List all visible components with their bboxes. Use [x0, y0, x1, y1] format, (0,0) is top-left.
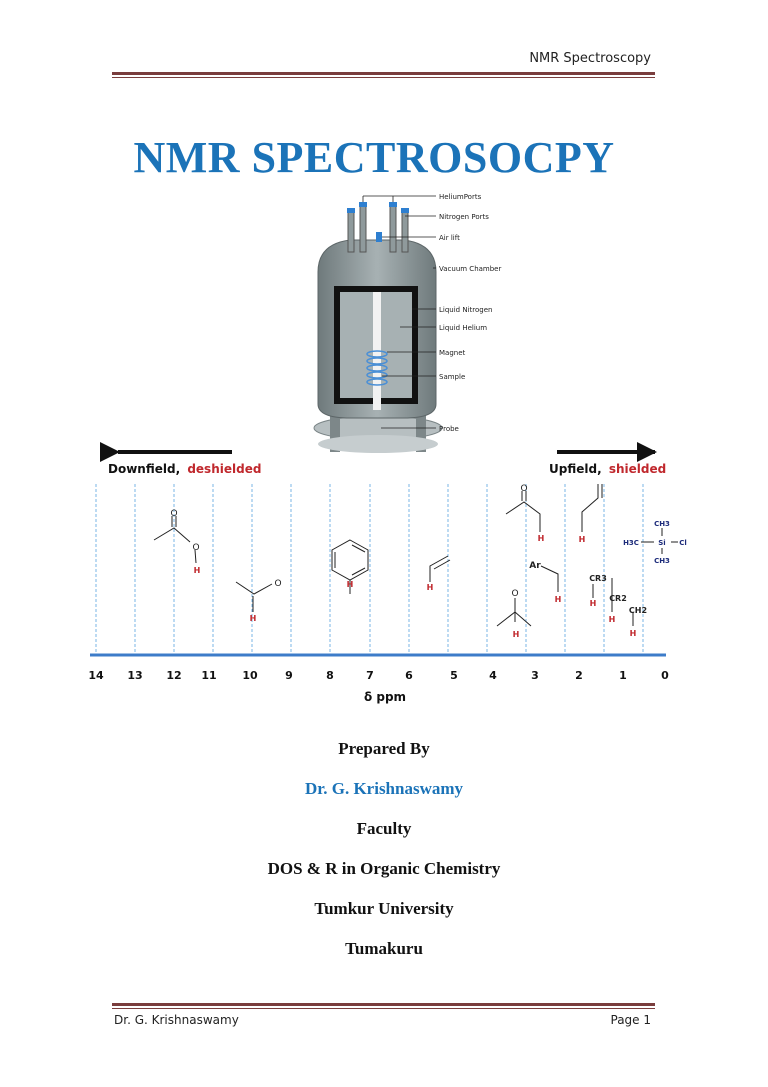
- tick-6: 6: [405, 669, 413, 682]
- tick-13: 13: [127, 669, 143, 682]
- document-title: NMR SPECTROSOCPY: [133, 133, 615, 182]
- label-probe: Probe: [439, 425, 459, 433]
- downfield-label: Downfield,: [108, 462, 181, 476]
- department: DOS & R in Organic Chemistry: [267, 859, 501, 878]
- benzylic-h: H: [554, 595, 562, 604]
- tms-ch3-bottom: CH3: [654, 557, 670, 565]
- credits-block: [0, 735, 768, 975]
- label-sample: Sample: [439, 373, 466, 381]
- running-header: NMR Spectroscopy: [529, 51, 651, 66]
- footer-rule-thin: [112, 1008, 655, 1009]
- label-magnet: Magnet: [439, 349, 466, 357]
- ketone-o: O: [520, 484, 528, 494]
- ch2-h: H: [629, 629, 637, 638]
- tick-2: 2: [575, 669, 583, 682]
- tms-h3c: H3C: [623, 539, 639, 547]
- label-nitrogen-ports: Nitrogen Ports: [439, 213, 489, 221]
- upfield-label: Upfield,: [549, 462, 602, 476]
- aldehyde-o: O: [274, 579, 282, 589]
- aromatic-h: H: [346, 580, 354, 589]
- shielded-label: shielded: [608, 462, 667, 476]
- ketone-h: H: [537, 534, 545, 543]
- magnet-diagram: [314, 193, 501, 453]
- prepared-by: Prepared By: [338, 739, 430, 758]
- tick-8: 8: [326, 669, 334, 682]
- cr2-h: H: [608, 615, 616, 624]
- aldehyde-h: H: [249, 614, 257, 623]
- city: Tumakuru: [345, 939, 423, 958]
- aryl-label: Ar: [529, 561, 541, 571]
- tick-1: 1: [619, 669, 627, 682]
- deshielded-label: deshielded: [187, 462, 262, 476]
- label-helium-ports: HeliumPorts: [439, 193, 482, 201]
- tms-ch3-top: CH3: [654, 520, 670, 528]
- tick-7: 7: [366, 669, 374, 682]
- ether-h: H: [512, 630, 520, 639]
- tick-12: 12: [166, 669, 182, 682]
- label-liquid-helium: Liquid Helium: [439, 324, 488, 332]
- tms-cl: Cl: [679, 539, 687, 547]
- page-number: Page 1: [610, 1013, 651, 1027]
- ether-o: O: [511, 589, 519, 599]
- footer-author: Dr. G. Krishnaswamy: [114, 1013, 239, 1027]
- vinyl-h: H: [426, 583, 434, 592]
- acid-h: H: [193, 566, 201, 575]
- cr2-label: CR2: [609, 594, 627, 603]
- ch2-label: CH2: [628, 606, 648, 615]
- chemical-shift-chart: [88, 452, 686, 704]
- tick-14: 14: [88, 669, 104, 682]
- tms-si: Si: [658, 539, 666, 547]
- tick-9: 9: [285, 669, 293, 682]
- label-liquid-nitrogen: Liquid Nitrogen: [439, 306, 493, 314]
- university: Tumkur University: [314, 899, 454, 918]
- tick-3: 3: [531, 669, 539, 682]
- acid-hydroxyl-o: O: [192, 543, 200, 553]
- allylic-h: H: [578, 535, 586, 544]
- footer-rule: [112, 1003, 655, 1006]
- tick-4: 4: [489, 669, 497, 682]
- author-role: Faculty: [356, 819, 412, 838]
- cr3-h: H: [589, 599, 597, 608]
- label-air-lift: Air lift: [439, 234, 460, 242]
- svg-text:Upfield, shielded: [549, 462, 666, 476]
- label-vacuum-chamber: Vacuum Chamber: [439, 265, 502, 273]
- tick-11: 11: [201, 669, 217, 682]
- tick-0: 0: [661, 669, 669, 682]
- tick-5: 5: [450, 669, 458, 682]
- acid-carbonyl-o: O: [170, 509, 178, 519]
- author-name: Dr. G. Krishnaswamy: [304, 779, 464, 798]
- axis-label: δ ppm: [363, 690, 407, 704]
- svg-text:Downfield, deshielded: [108, 462, 261, 476]
- cr3-label: CR3: [589, 574, 607, 583]
- tick-10: 10: [242, 669, 258, 682]
